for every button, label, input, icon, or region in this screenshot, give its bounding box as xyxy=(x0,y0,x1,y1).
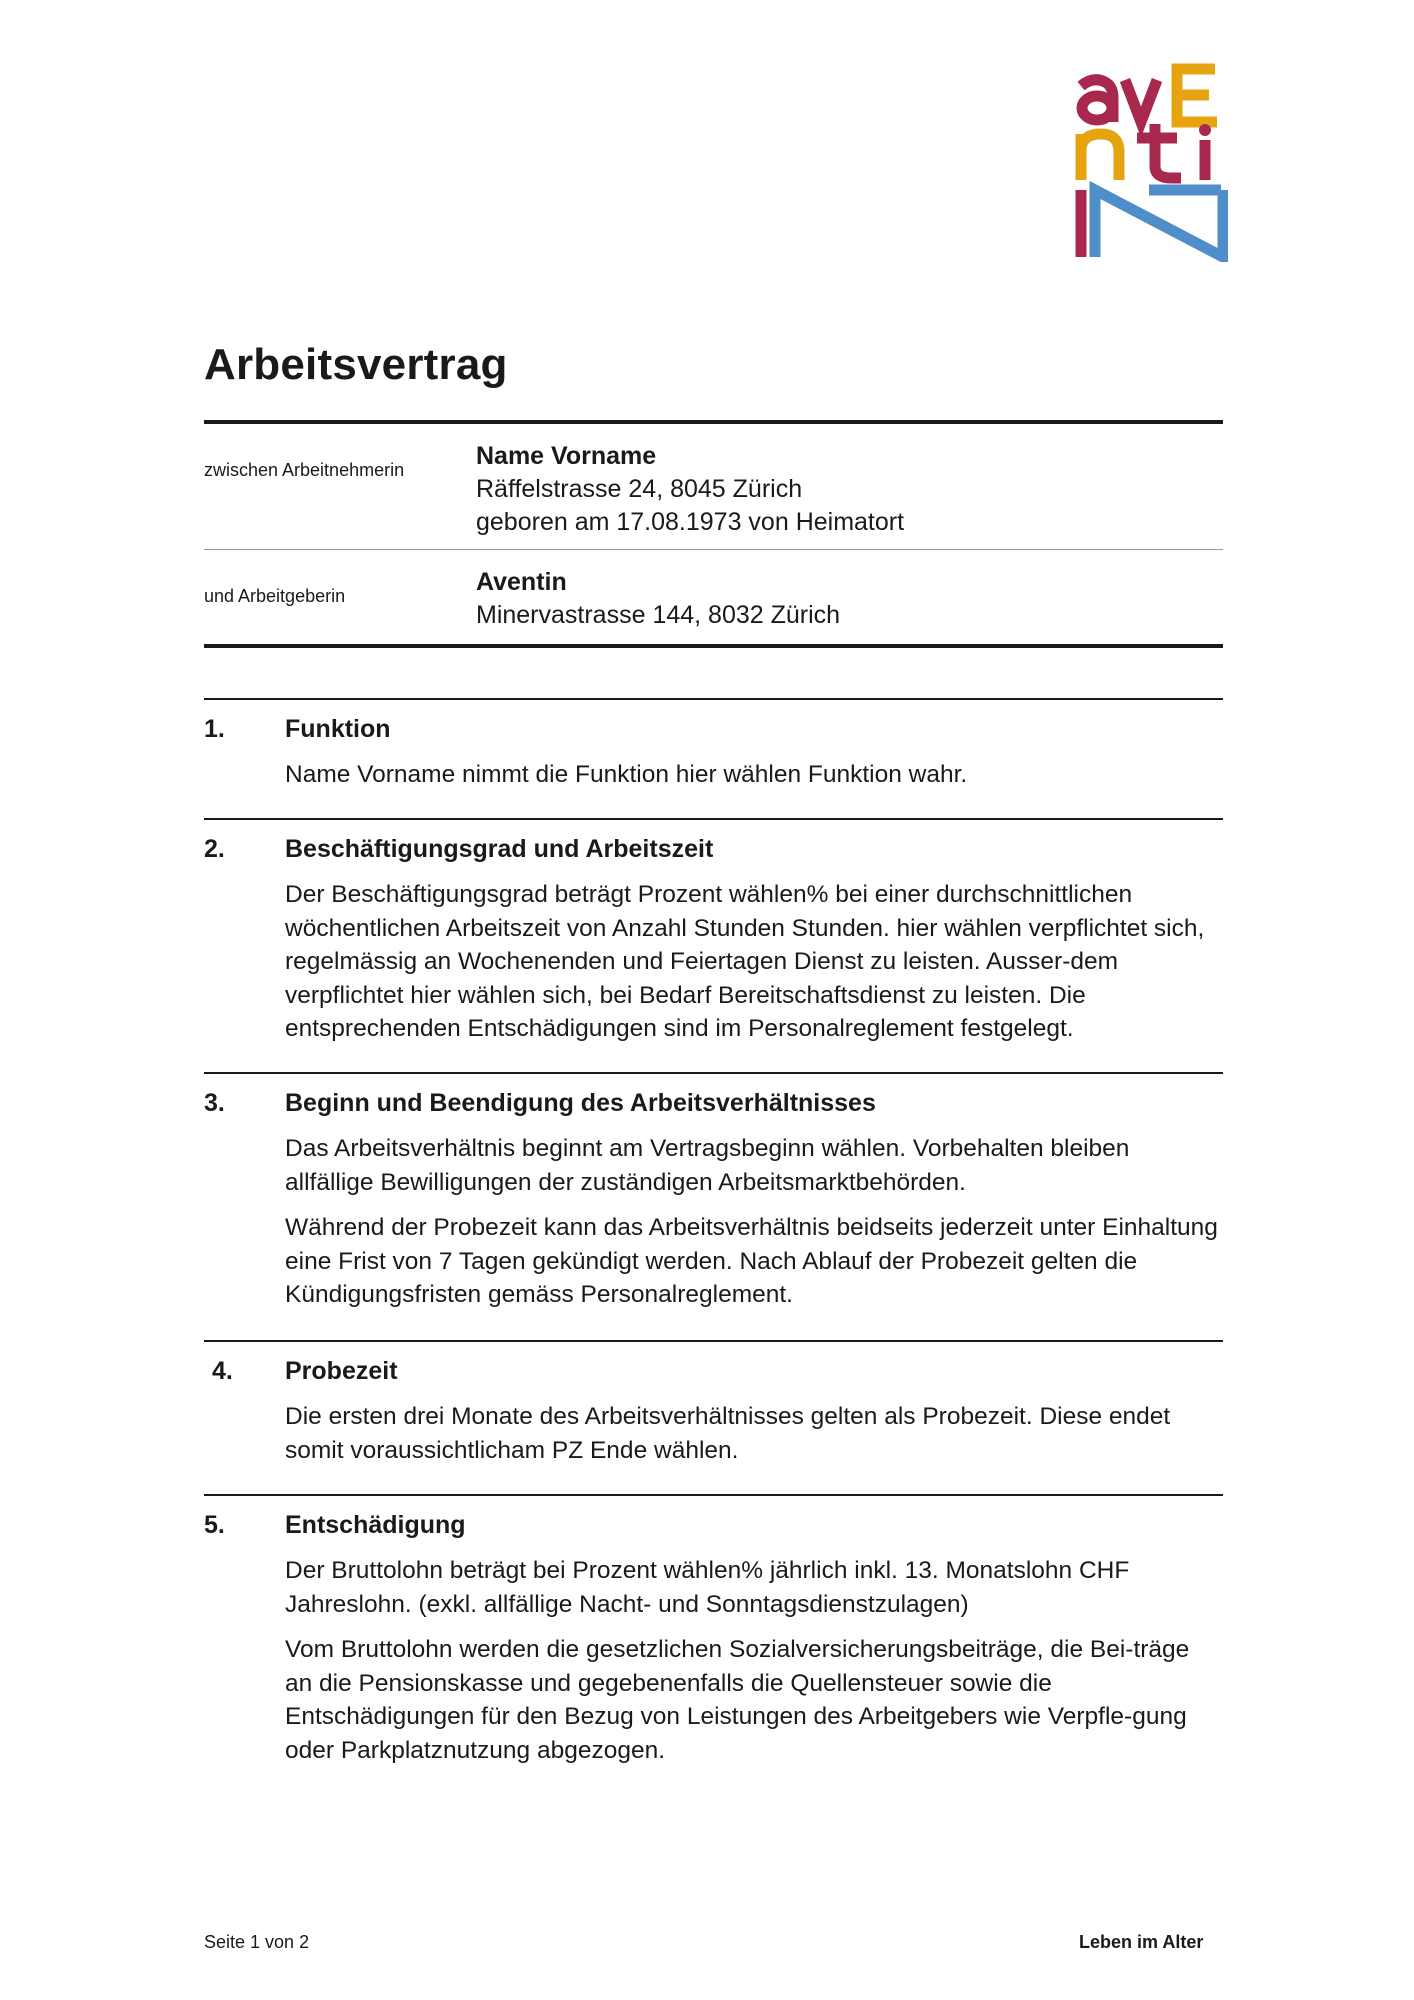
paragraph: Der Bruttolohn beträgt bei Prozent wählen% jährlich inkl. 13. Monatslohn CHF Jahreslohn. (exkl. allfällige Nacht- und Sonntagsdienstzulagen) xyxy=(285,1557,1130,1618)
section-heading xyxy=(204,820,1223,866)
section-heading xyxy=(204,1496,1223,1542)
divider xyxy=(204,644,1223,648)
party-employee xyxy=(204,424,1223,549)
section-funktion xyxy=(204,698,1223,792)
section-body xyxy=(285,1132,1223,1312)
section-heading xyxy=(204,700,1223,746)
footer-tagline: Leben im Alter xyxy=(1079,1932,1204,1952)
party-birth-info: geboren am 17.08.1973 von Heimatort xyxy=(476,508,905,536)
section-heading xyxy=(204,1074,1223,1120)
party-employer xyxy=(204,550,1223,644)
section-entschaedigung xyxy=(204,1494,1223,1767)
paragraph: Der Beschäftigungsgrad beträgt Prozent wählen% bei einer durchschnittlichen wöchentlichen Arbeitszeit von Anzahl Stunden Stunden. hier wählen verpflichtet sich, regelmässig an Wochenenden und Feiertagen Dienst zu leisten. Ausser-dem verpflichtet hier wählen sich, bei Bedarf Bereitschaftsdienst zu leisten. Die entsprechenden Entschädigungen sind im Personalreglement festgelegt. xyxy=(285,881,1205,1042)
section-beschaeftigungsgrad xyxy=(204,818,1223,1046)
paragraph: Das Arbeitsverhältnis beginnt am Vertragsbeginn wählen. Vorbehalten bleiben allfällige Bewilligungen der zuständigen Arbeitsmarktbehörden. xyxy=(285,1135,1130,1196)
paragraph: Die ersten drei Monate des Arbeitsverhältnisses gelten als Probezeit. Diese endet somit voraussichtlicham PZ Ende wählen. xyxy=(285,1403,1171,1464)
section-number: 4. xyxy=(212,1357,233,1385)
section-number: 5. xyxy=(204,1511,225,1539)
document-title: Arbeitsvertrag xyxy=(204,340,508,389)
section-body xyxy=(285,1554,1223,1767)
section-title: Beschäftigungsgrad und Arbeitszeit xyxy=(285,835,714,863)
section-body xyxy=(285,878,1223,1046)
section-heading xyxy=(204,1342,1223,1388)
party-role: zwischen Arbeitnehmerin xyxy=(204,460,405,480)
party-info xyxy=(476,566,840,632)
section-number: 1. xyxy=(204,715,225,743)
party-address: Minervastrasse 144, 8032 Zürich xyxy=(476,601,841,629)
section-body xyxy=(285,1400,1223,1467)
party-name: Aventin xyxy=(476,568,567,596)
party-role: und Arbeitgeberin xyxy=(204,586,346,606)
aventin-logo xyxy=(1073,62,1228,262)
paragraph: Vom Bruttolohn werden die gesetzlichen Sozialversicherungsbeiträge, die Bei-träge an die Pensionskasse und gegebenenfalls die Quellensteuer sowie die Entschädigungen für den Bezug von Leistungen des Arbeitgebers wie Verpfle-gung oder Parkplatznutzung abgezogen. xyxy=(285,1636,1190,1764)
party-name: Name Vorname xyxy=(476,442,657,470)
aventin-logo-mark xyxy=(1073,62,1228,262)
party-info xyxy=(476,440,904,539)
party-address: Räffelstrasse 24, 8045 Zürich xyxy=(476,475,803,503)
paragraph: Während der Probezeit kann das Arbeitsverhältnis beidseits jederzeit unter Einhaltung eine Frist von 7 Tagen gekündigt werden. Nach Ablauf der Probezeit gelten die Kündigungsfristen gemäss Personalreglement. xyxy=(285,1214,1218,1308)
section-number: 3. xyxy=(204,1089,225,1117)
page-number: Seite 1 von 2 xyxy=(204,1932,310,1952)
section-beginn-beendigung xyxy=(204,1072,1223,1312)
section-title: Beginn und Beendigung des Arbeitsverhältnisses xyxy=(285,1089,876,1117)
section-title: Funktion xyxy=(285,715,391,743)
section-title: Entschädigung xyxy=(285,1511,466,1539)
section-number: 2. xyxy=(204,835,225,863)
section-title: Probezeit xyxy=(285,1357,398,1385)
contract-parties xyxy=(204,420,1223,648)
section-probezeit xyxy=(204,1340,1223,1467)
paragraph: Name Vorname nimmt die Funktion hier wählen Funktion wahr. xyxy=(285,761,968,788)
section-body xyxy=(285,758,1223,792)
